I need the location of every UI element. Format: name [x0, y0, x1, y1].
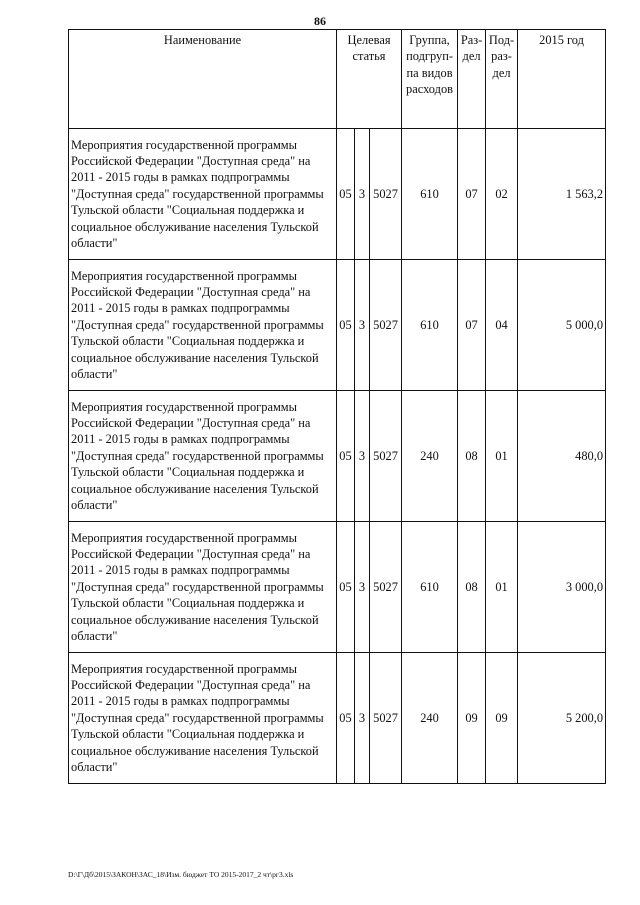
amount-2015: 480,0	[518, 391, 606, 522]
page-number: 86	[314, 14, 326, 28]
article-part-1: 05	[337, 260, 355, 391]
subsection-code: 09	[486, 653, 518, 784]
section-code: 07	[458, 260, 486, 391]
section-code: 09	[458, 653, 486, 784]
article-part-3: 5027	[370, 653, 402, 784]
amount-2015: 5 000,0	[518, 260, 606, 391]
article-part-1: 05	[337, 391, 355, 522]
expense-group: 610	[402, 129, 458, 260]
subsection-code: 01	[486, 391, 518, 522]
section-code: 07	[458, 129, 486, 260]
article-part-2: 3	[355, 129, 370, 260]
article-part-1: 05	[337, 653, 355, 784]
header-name: Наименование	[69, 30, 337, 129]
article-part-3: 5027	[370, 260, 402, 391]
header-group: Группа, подгруп-па видов расходов	[402, 30, 458, 129]
amount-2015: 1 563,2	[518, 129, 606, 260]
article-part-2: 3	[355, 522, 370, 653]
header-year: 2015 год	[518, 30, 606, 129]
row-name: Мероприятия государственной программы Российской Федерации "Доступная среда" на 2011 - 2015 годы в рамках подпрограммы "Доступная среда" государственной программы Тульской области "Социальная поддержка и социальное обслуживание населения Тульской области"	[69, 260, 337, 391]
row-name: Мероприятия государственной программы Российской Федерации "Доступная среда" на 2011 - 2015 годы в рамках подпрограммы "Доступная среда" государственной программы Тульской области "Социальная поддержка и социальное обслуживание населения Тульской области"	[69, 522, 337, 653]
table-row	[69, 260, 606, 391]
expense-group: 610	[402, 522, 458, 653]
section-code: 08	[458, 391, 486, 522]
row-name: Мероприятия государственной программы Российской Федерации "Доступная среда" на 2011 - 2015 годы в рамках подпрограммы "Доступная среда" государственной программы Тульской области "Социальная поддержка и социальное обслуживание населения Тульской области"	[69, 653, 337, 784]
article-part-1: 05	[337, 129, 355, 260]
table-row	[69, 391, 606, 522]
table-row	[69, 653, 606, 784]
row-name: Мероприятия государственной программы Российской Федерации "Доступная среда" на 2011 - 2015 годы в рамках подпрограммы "Доступная среда" государственной программы Тульской области "Социальная поддержка и социальное обслуживание населения Тульской области"	[69, 391, 337, 522]
amount-2015: 5 200,0	[518, 653, 606, 784]
section-code: 08	[458, 522, 486, 653]
expense-group: 610	[402, 260, 458, 391]
subsection-code: 01	[486, 522, 518, 653]
header-subsection: Под-раз-дел	[486, 30, 518, 129]
header-section: Раз-дел	[458, 30, 486, 129]
expense-group: 240	[402, 653, 458, 784]
table-header-row	[69, 30, 606, 129]
amount-2015: 3 000,0	[518, 522, 606, 653]
article-part-2: 3	[355, 260, 370, 391]
subsection-code: 04	[486, 260, 518, 391]
article-part-2: 3	[355, 653, 370, 784]
header-target-article: Целевая статья	[337, 30, 402, 129]
article-part-3: 5027	[370, 522, 402, 653]
table-row	[69, 129, 606, 260]
table-row	[69, 522, 606, 653]
article-part-3: 5027	[370, 391, 402, 522]
budget-table	[68, 29, 606, 784]
table-body	[69, 129, 606, 784]
subsection-code: 02	[486, 129, 518, 260]
expense-group: 240	[402, 391, 458, 522]
article-part-1: 05	[337, 522, 355, 653]
row-name: Мероприятия государственной программы Российской Федерации "Доступная среда" на 2011 - 2015 годы в рамках подпрограммы "Доступная среда" государственной программы Тульской области "Социальная поддержка и социальное обслуживание населения Тульской области"	[69, 129, 337, 260]
article-part-3: 5027	[370, 129, 402, 260]
file-path-footer: D:\Г\Дб\2015\ЗАКОН\ЗАС_18\Изм. бюджет ТО 2015-2017_2 чт\рг3.xls	[68, 870, 294, 879]
article-part-2: 3	[355, 391, 370, 522]
